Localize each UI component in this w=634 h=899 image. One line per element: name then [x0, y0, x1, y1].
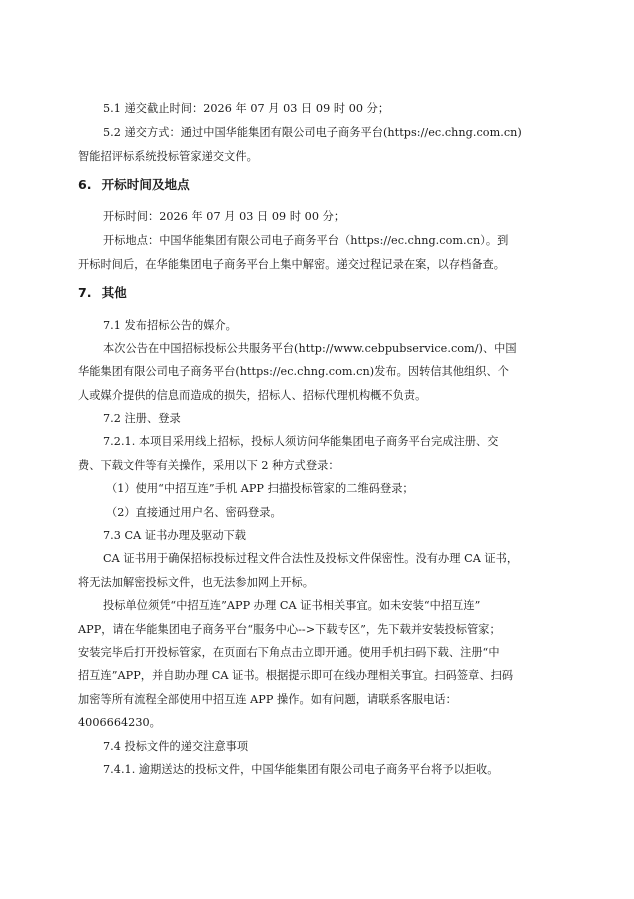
section-6-heading: [78, 176, 190, 194]
opening-place-line-2: 开标时间后，在华能集团电子商务平台上集中解密。递交过程记录在案，以存档备查。: [78, 258, 506, 271]
ca-text-line-2: 将无法加解密投标文件，也无法参加网上开标。: [78, 576, 314, 589]
media-text-line-1: 本次公告在中国招标投标公共服务平台(http://www.cebpubservice.com/)、中国: [103, 342, 517, 355]
opening-place-line-1: 开标地点：中国华能集团有限公司电子商务平台（https://ec.chng.com.cn）。到: [103, 234, 509, 247]
section-6-title: 开标时间及地点: [101, 177, 190, 192]
deadline-line: 5.1 递交截止时间：2026 年 07 月 03 日 09 时 00 分；: [103, 102, 390, 115]
section-7-number: 7.: [78, 285, 92, 300]
section-6-number: 6.: [78, 177, 92, 192]
ca-text-line-4: APP，请在华能集团电子商务平台“服务中心-->下载专区”，先下载并安装投标管家；: [78, 623, 501, 636]
ca-text-line-1: CA 证书用于确保招标投标过程文件合法性及投标文件保密性。没有办理 CA 证书，: [103, 552, 519, 565]
service-phone: 4006664230。: [78, 716, 161, 729]
ca-text-line-3: 投标单位须凭“中招互连”APP 办理 CA 证书相关事宜。如未安装“中招互连”: [103, 599, 481, 612]
register-text-line-1: 7.2.1. 本项目采用线上招标，投标人须访问华能集团电子商务平台完成注册、交: [103, 435, 499, 448]
section-7-heading: [78, 284, 127, 302]
opening-time-line: 开标时间：2026 年 07 月 03 日 09 时 00 分；: [103, 210, 346, 223]
register-text-line-2: 费、下载文件等有关操作，采用以下 2 种方式登录：: [78, 459, 340, 472]
submission-method-line-2: 智能招评标系统投标管家递交文件。: [78, 150, 258, 163]
ca-text-line-7: 加密等所有流程全部使用中招互连 APP 操作。如有问题，请联系客服电话：: [78, 693, 457, 706]
bid-notes-heading: 7.4 投标文件的递交注意事项: [103, 740, 249, 753]
ca-text-line-6: 招互连”APP，并自助办理 CA 证书。根据提示即可在线办理相关事宜。扫码签章、扫码: [78, 669, 514, 682]
late-bid-rule: 7.4.1. 逾期送达的投标文件，中国华能集团有限公司电子商务平台将予以拒收。: [103, 763, 499, 776]
section-7-title: 其他: [101, 285, 127, 300]
media-heading: 7.1 发布招标公告的媒介。: [103, 319, 237, 332]
login-option-2: （2）直接通过用户名、密码登录。: [106, 506, 282, 519]
register-heading: 7.2 注册、登录: [103, 412, 181, 425]
submission-method-line-1: 5.2 递交方式：通过中国华能集团有限公司电子商务平台(https://ec.chng.com.cn): [103, 126, 522, 139]
media-text-line-3: 人或媒介提供的信息而造成的损失，招标人、招标代理机构概不负责。: [78, 389, 427, 402]
media-text-line-2: 华能集团有限公司电子商务平台(https://ec.chng.com.cn)发布。因转信其他组织、个: [78, 365, 509, 378]
ca-text-line-5: 安装完毕后打开投标管家，在页面右下角点击立即开通。使用手机扫码下载、注册“中: [78, 646, 500, 659]
login-option-1: （1）使用“中招互连”手机 APP 扫描投标管家的二维码登录；: [106, 482, 414, 495]
ca-heading: 7.3 CA 证书办理及驱动下载: [103, 529, 247, 542]
